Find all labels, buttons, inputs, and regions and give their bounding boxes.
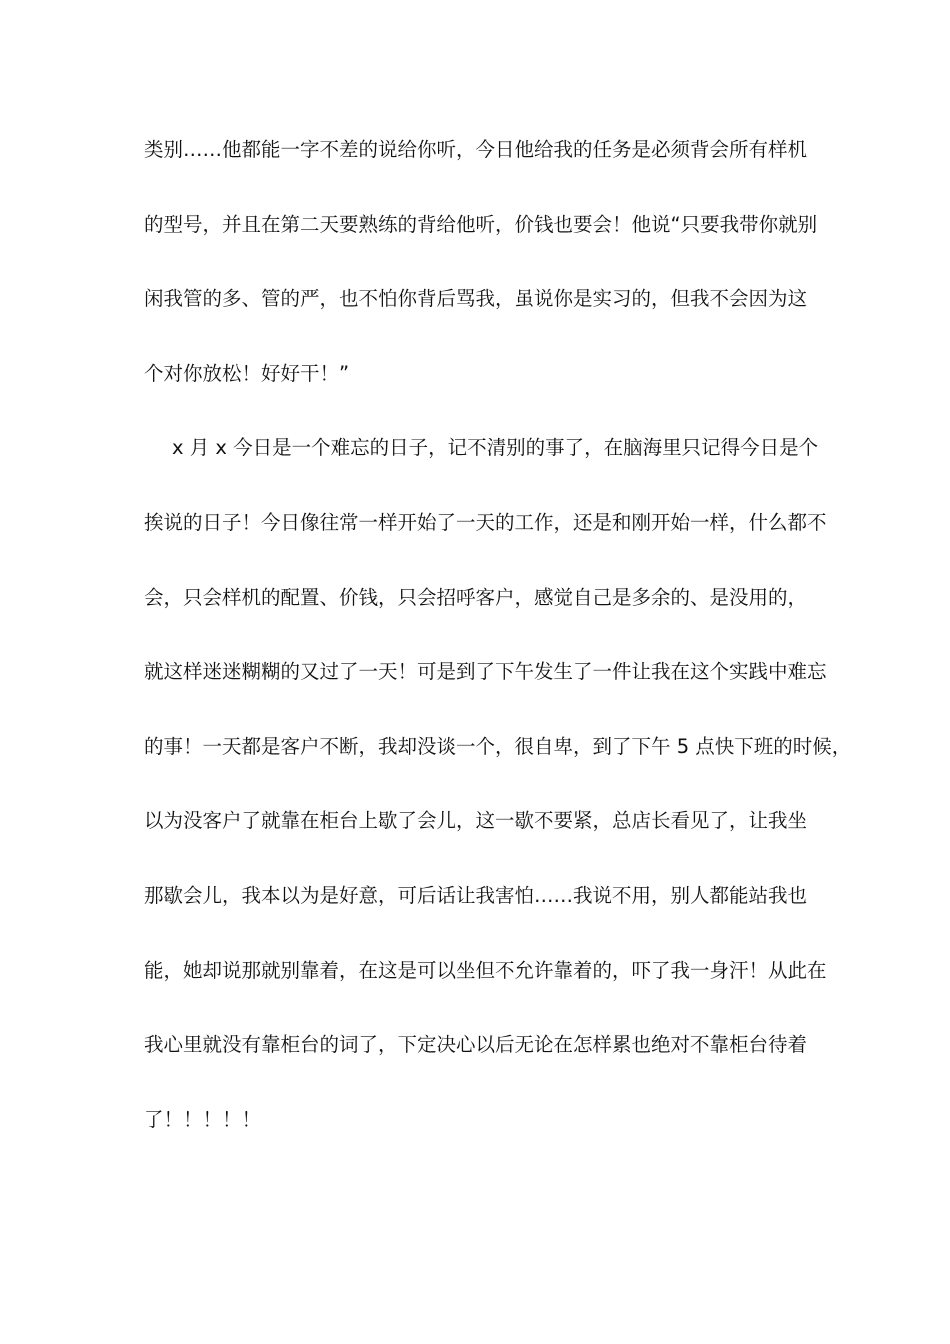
- text-line: 个对你放松！好好干！”: [144, 361, 350, 385]
- text-line: 了！！！！！: [144, 1107, 262, 1131]
- text-line: 我心里就没有靠柜台的词了，下定决心以后无论在怎样累也绝对不靠柜台待着: [144, 1033, 808, 1057]
- text-line: 能，她却说那就别靠着，在这是可以坐但不允许靠着的，吓了我一身汗！从此在: [144, 958, 827, 982]
- text-line: 的事！一天都是客户不断，我却没谈一个，很自卑，到了下午 5 点快下班的时候，: [144, 734, 852, 758]
- text-line: 会，只会样机的配置、价钱，只会招呼客户，感觉自己是多余的、是没用的，: [144, 585, 808, 609]
- document-body: [144, 128, 852, 1172]
- text-line: 类别……他都能一字不差的说给你听，今日他给我的任务是必须背会所有样机: [144, 138, 808, 161]
- text-line: 挨说的日子！今日像往常一样开始了一天的工作，还是和刚开始一样，什么都不: [144, 510, 827, 534]
- text-line: 就这样迷迷糊糊的又过了一天！可是到了下午发生了一件让我在这个实践中难忘: [144, 660, 827, 684]
- text-line: 以为没客户了就靠在柜台上歇了会儿，这一歇不要紧，总店长看见了，让我坐: [144, 809, 808, 833]
- text-line: 那歇会儿，我本以为是好意，可后话让我害怕……我说不用，别人都能站我也: [144, 883, 808, 907]
- text-line: 的型号，并且在第二天要熟练的背给他听，价钱也要会！他说“只要我带你就别: [144, 212, 818, 236]
- paragraph-start-line: x 月 x 今日是一个难忘的日子，记不清别的事了，在脑海里只记得今日是个: [172, 436, 819, 460]
- text-line: 闲我管的多、管的严，也不怕你背后骂我，虽说你是实习的，但我不会因为这: [144, 287, 808, 311]
